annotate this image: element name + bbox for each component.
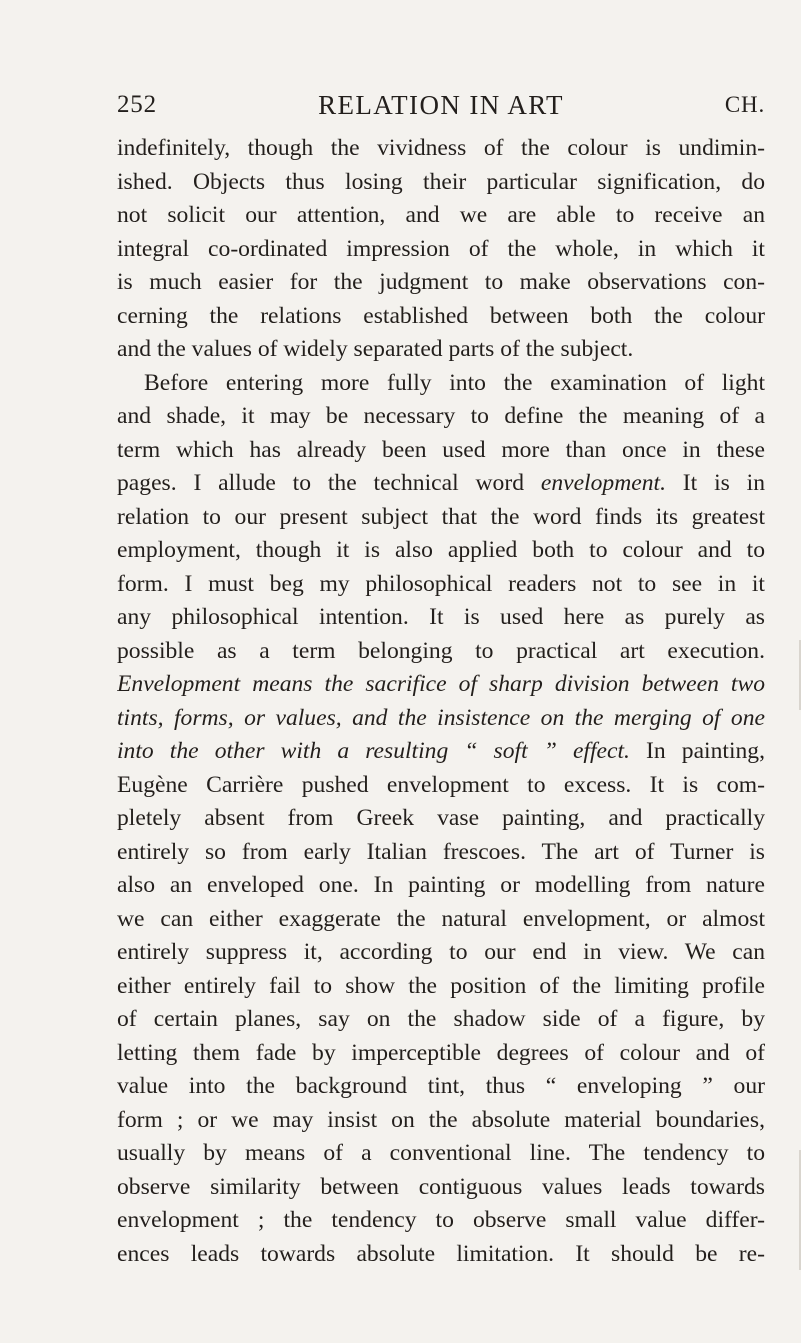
text-segment: envelopment ; the tendency to observe small value differ- — [117, 1207, 765, 1233]
text-segment: pages. I allude to the technical word — [117, 470, 541, 496]
text-segment: we can either exaggerate the natural envelopment, or almost — [117, 905, 765, 932]
text-segment: form ; or we may insist on the absolute material boundaries, — [117, 1106, 765, 1133]
text-segment: employment, though it is also applied both to colour and to — [117, 537, 765, 563]
text-line — [117, 233, 765, 267]
text-line — [117, 668, 765, 702]
text-segment: indefinitely, though the vividness of the colour is undimin- — [117, 135, 765, 161]
text-line — [117, 1037, 765, 1071]
text-line — [117, 534, 765, 568]
text-segment: Eugène Carrière pushed envelopment to excess. It is com- — [117, 771, 765, 798]
text-line — [117, 735, 765, 769]
text-segment: form. I must beg my philosophical readers not to see in it — [117, 570, 765, 597]
italic-text-segment: tints, forms, or values, and the insistence on the merging of one — [117, 704, 765, 731]
text-segment: possible as a term belonging to practical art execution. — [117, 637, 765, 664]
text-line — [117, 333, 765, 367]
text-segment: relation to our present subject that the word finds its greatest — [117, 503, 765, 530]
text-segment: Before entering more fully into the examination of light — [144, 369, 765, 396]
text-segment: observe similarity between contiguous values leads towards — [117, 1173, 765, 1200]
text-segment: and the values of widely separated parts of the subject. — [117, 336, 634, 362]
page-number: 252 — [117, 91, 157, 118]
text-line — [117, 400, 765, 434]
text-line — [117, 936, 765, 970]
text-line — [117, 869, 765, 903]
text-line — [117, 199, 765, 233]
text-line — [117, 769, 765, 803]
text-segment: not solicit our attention, and we are able to receive an — [117, 202, 765, 228]
text-line — [117, 1070, 765, 1104]
text-line — [117, 836, 765, 870]
text-segment: ished. Objects thus losing their particular signification, do — [117, 168, 765, 195]
text-segment: value into the background tint, thus “ enveloping ” our — [117, 1073, 765, 1099]
text-line — [117, 367, 765, 401]
text-line — [117, 635, 765, 669]
text-segment: entirely so from early Italian frescoes. The art of Turner is — [117, 838, 765, 865]
text-segment: and shade, it may be necessary to define the meaning of a — [117, 403, 765, 429]
text-line — [117, 1137, 765, 1171]
text-line — [117, 970, 765, 1004]
text-line — [117, 568, 765, 602]
body-text — [117, 132, 765, 1271]
text-line — [117, 166, 765, 200]
text-line — [117, 467, 765, 501]
text-line — [117, 1238, 765, 1272]
text-segment: any philosophical intention. It is used here as purely as — [117, 604, 765, 630]
running-head — [117, 88, 765, 122]
text-segment: In painting, — [629, 738, 765, 764]
text-segment: integral co-ordinated impression of the whole, in which it — [117, 235, 765, 262]
text-line — [117, 601, 765, 635]
text-segment: It is in — [665, 470, 765, 496]
italic-text-segment: into the other with a resulting “ soft ” effect. — [117, 738, 630, 764]
text-line — [117, 702, 765, 736]
chapter-abbreviation: CH. — [724, 92, 765, 117]
text-line — [117, 300, 765, 334]
text-segment: is much easier for the judgment to make observations con- — [117, 269, 765, 295]
text-line — [117, 1003, 765, 1037]
text-line — [117, 266, 765, 300]
text-segment: letting them fade by imperceptible degrees of colour and of — [117, 1039, 765, 1066]
italic-text-segment: envelopment. — [540, 470, 666, 496]
text-line — [117, 1104, 765, 1138]
text-line — [117, 802, 765, 836]
text-segment: usually by means of a conventional line. The tendency to — [117, 1140, 765, 1166]
text-segment: entirely suppress it, according to our end in view. We can — [117, 939, 765, 965]
text-line — [117, 903, 765, 937]
text-line — [117, 1204, 765, 1238]
text-line — [117, 1171, 765, 1205]
text-segment: either entirely fail to show the position of the limiting profile — [117, 972, 765, 999]
text-segment: term which has already been used more than once in these — [117, 436, 765, 463]
text-segment: of certain planes, say on the shadow side of a figure, by — [117, 1006, 765, 1032]
text-line — [117, 434, 765, 468]
italic-text-segment: Envelopment means the sacrifice of sharp division between two — [117, 671, 765, 697]
text-segment: ences leads towards absolute limitation. It should be re- — [117, 1240, 765, 1267]
text-line — [117, 132, 765, 166]
text-segment: also an enveloped one. In painting or modelling from nature — [117, 872, 765, 898]
text-line — [117, 501, 765, 535]
text-segment: pletely absent from Greek vase painting, and practically — [117, 805, 765, 831]
running-title: RELATION IN ART — [318, 90, 564, 120]
text-segment: cerning the relations established between both the colour — [117, 302, 765, 329]
